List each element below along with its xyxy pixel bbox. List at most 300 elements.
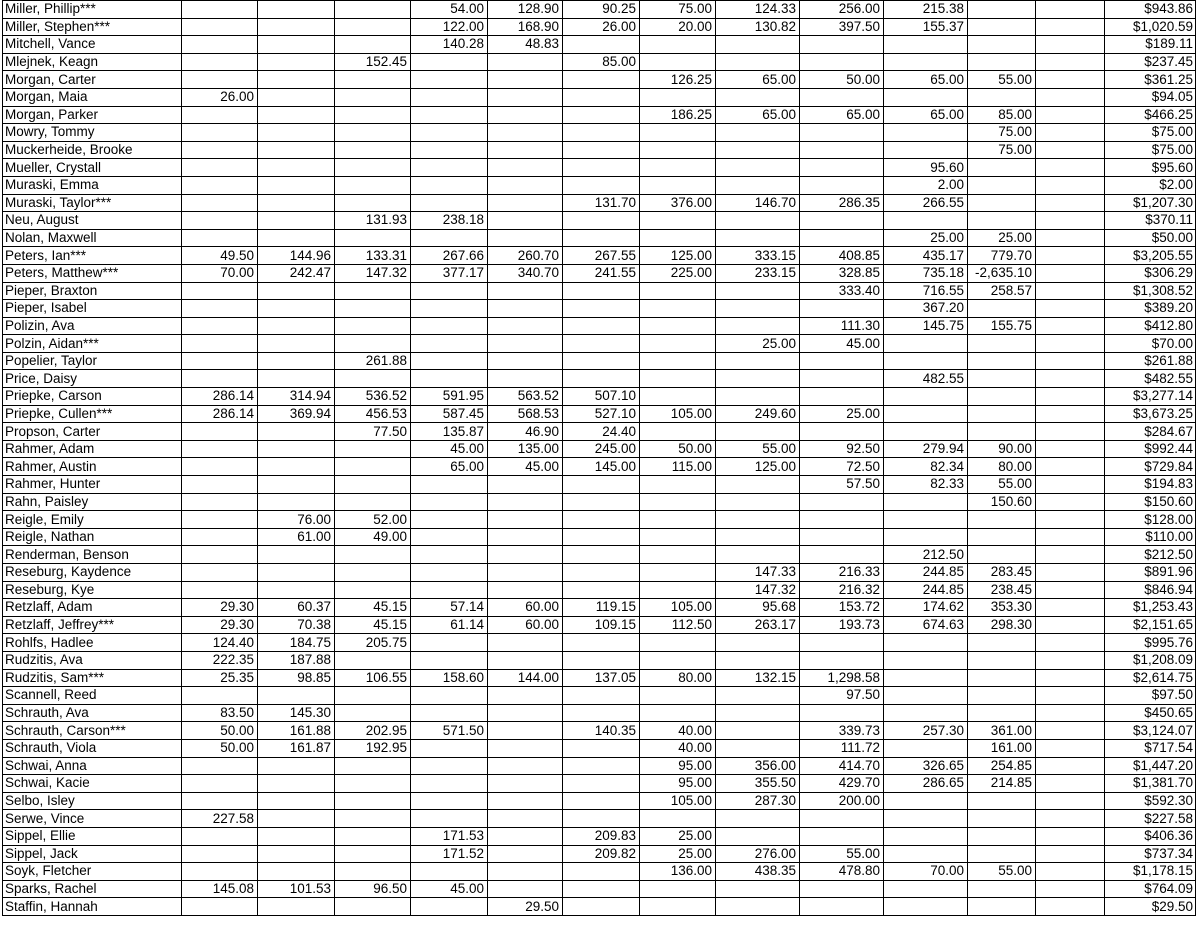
amount-cell (335, 335, 411, 353)
amount-cell (800, 53, 884, 71)
amount-cell: 216.33 (800, 564, 884, 582)
amount-cell (1036, 775, 1105, 793)
amount-cell: 95.68 (716, 599, 800, 617)
amount-cell (884, 423, 968, 441)
amount-cell: 101.53 (258, 880, 335, 898)
amount-cell (800, 124, 884, 142)
amount-cell: 353.30 (968, 599, 1036, 617)
amount-cell: 25.35 (182, 669, 258, 687)
amount-cell: 356.00 (716, 757, 800, 775)
amount-cell (258, 71, 335, 89)
amount-cell (411, 194, 488, 212)
amount-cell (640, 317, 716, 335)
amount-cell (716, 810, 800, 828)
amount-cell (640, 687, 716, 705)
amount-cell (563, 88, 640, 106)
student-name-cell: Priepke, Carson (3, 388, 182, 406)
amount-cell: 478.80 (800, 863, 884, 881)
amount-cell: 65.00 (716, 106, 800, 124)
amount-cell (488, 106, 563, 124)
student-name-cell: Selbo, Isley (3, 792, 182, 810)
table-row (3, 722, 1196, 740)
table-row (3, 423, 1196, 441)
amount-cell (258, 229, 335, 247)
total-cell: $3,277.14 (1105, 388, 1196, 406)
amount-cell: 95.00 (640, 757, 716, 775)
amount-cell (335, 687, 411, 705)
amount-cell: 244.85 (884, 564, 968, 582)
amount-cell (800, 651, 884, 669)
amount-cell (563, 511, 640, 529)
amount-cell: 50.00 (640, 440, 716, 458)
amount-cell (411, 124, 488, 142)
table-row (3, 141, 1196, 159)
amount-cell (1036, 827, 1105, 845)
amount-cell (335, 282, 411, 300)
amount-cell (968, 352, 1036, 370)
total-cell: $128.00 (1105, 511, 1196, 529)
amount-cell: 168.90 (488, 18, 563, 36)
amount-cell (640, 36, 716, 54)
amount-cell: 256.00 (800, 1, 884, 19)
amount-cell (182, 18, 258, 36)
amount-cell (182, 176, 258, 194)
amount-cell: 527.10 (563, 405, 640, 423)
amount-cell: 24.40 (563, 423, 640, 441)
amount-cell: 60.37 (258, 599, 335, 617)
student-name-cell: Retzlaff, Jeffrey*** (3, 616, 182, 634)
student-name-cell: Rohlfs, Hadlee (3, 634, 182, 652)
table-row (3, 616, 1196, 634)
amount-cell (1036, 229, 1105, 247)
amount-cell: 122.00 (411, 18, 488, 36)
amount-cell (1036, 88, 1105, 106)
student-name-cell: Schrauth, Ava (3, 704, 182, 722)
amount-cell (563, 775, 640, 793)
amount-cell (884, 827, 968, 845)
amount-cell: 105.00 (640, 599, 716, 617)
amount-cell (488, 194, 563, 212)
amount-cell (800, 423, 884, 441)
amount-cell: 55.00 (968, 476, 1036, 494)
amount-cell: 92.50 (800, 440, 884, 458)
amount-cell (335, 106, 411, 124)
total-cell: $846.94 (1105, 581, 1196, 599)
amount-cell: 146.70 (716, 194, 800, 212)
total-cell: $992.44 (1105, 440, 1196, 458)
amount-cell (488, 880, 563, 898)
amount-cell: 98.85 (258, 669, 335, 687)
amount-cell (488, 282, 563, 300)
table-row (3, 458, 1196, 476)
amount-cell (488, 88, 563, 106)
student-name-cell: Staffin, Hannah (3, 898, 182, 916)
amount-cell (182, 335, 258, 353)
amount-cell: 1,298.58 (800, 669, 884, 687)
amount-cell (1036, 388, 1105, 406)
amount-cell (182, 141, 258, 159)
amount-cell (488, 739, 563, 757)
amount-cell: 145.30 (258, 704, 335, 722)
amount-cell (968, 176, 1036, 194)
amount-cell: 50.00 (800, 71, 884, 89)
amount-cell (716, 53, 800, 71)
amount-cell: 192.95 (335, 739, 411, 757)
amount-cell (488, 722, 563, 740)
amount-cell: 55.00 (716, 440, 800, 458)
amount-cell (1036, 370, 1105, 388)
amount-cell (182, 124, 258, 142)
amount-cell (335, 546, 411, 564)
amount-cell: 155.75 (968, 317, 1036, 335)
amount-cell (640, 528, 716, 546)
amount-cell: 568.53 (488, 405, 563, 423)
amount-cell (182, 757, 258, 775)
amount-cell (640, 423, 716, 441)
student-name-cell: Muckerheide, Brooke (3, 141, 182, 159)
amount-cell: 249.60 (716, 405, 800, 423)
amount-cell (640, 300, 716, 318)
amount-cell: 161.00 (968, 739, 1036, 757)
amount-cell: 29.50 (488, 898, 563, 916)
table-row (3, 212, 1196, 230)
amount-cell: 45.00 (800, 335, 884, 353)
amount-cell (335, 124, 411, 142)
amount-cell (488, 792, 563, 810)
amount-cell (411, 229, 488, 247)
amount-cell (182, 212, 258, 230)
student-name-cell: Schrauth, Viola (3, 739, 182, 757)
amount-cell (968, 687, 1036, 705)
amount-cell: 267.66 (411, 247, 488, 265)
amount-cell (563, 687, 640, 705)
total-cell: $1,207.30 (1105, 194, 1196, 212)
amount-cell: 140.28 (411, 36, 488, 54)
amount-cell: 60.00 (488, 616, 563, 634)
amount-cell: 187.88 (258, 651, 335, 669)
amount-cell (800, 898, 884, 916)
amount-cell: 50.00 (182, 739, 258, 757)
amount-cell (563, 493, 640, 511)
amount-cell (968, 388, 1036, 406)
amount-cell (1036, 423, 1105, 441)
student-name-cell: Popelier, Taylor (3, 352, 182, 370)
amount-cell: 145.75 (884, 317, 968, 335)
amount-cell (1036, 669, 1105, 687)
amount-cell (800, 388, 884, 406)
table-row (3, 827, 1196, 845)
amount-cell (563, 581, 640, 599)
amount-cell (411, 71, 488, 89)
amount-cell (335, 863, 411, 881)
amount-cell (411, 739, 488, 757)
amount-cell (968, 528, 1036, 546)
amount-cell (411, 300, 488, 318)
amount-cell: 238.18 (411, 212, 488, 230)
table-row (3, 18, 1196, 36)
amount-cell: 563.52 (488, 388, 563, 406)
amount-cell (411, 687, 488, 705)
amount-cell (411, 159, 488, 177)
amount-cell: 587.45 (411, 405, 488, 423)
amount-cell (640, 212, 716, 230)
amount-cell (335, 458, 411, 476)
amount-cell (488, 651, 563, 669)
amount-cell (884, 141, 968, 159)
table-row (3, 264, 1196, 282)
amount-cell (716, 511, 800, 529)
amount-cell (968, 827, 1036, 845)
amount-cell (488, 212, 563, 230)
amount-cell (258, 212, 335, 230)
amount-cell: 286.35 (800, 194, 884, 212)
amount-cell (411, 370, 488, 388)
amount-cell: 95.00 (640, 775, 716, 793)
amount-cell (335, 1, 411, 19)
total-cell: $3,124.07 (1105, 722, 1196, 740)
amount-cell (968, 423, 1036, 441)
amount-cell (640, 651, 716, 669)
amount-cell: 333.40 (800, 282, 884, 300)
total-cell: $227.58 (1105, 810, 1196, 828)
amount-cell (182, 317, 258, 335)
amount-cell (258, 352, 335, 370)
amount-cell (411, 898, 488, 916)
student-name-cell: Pieper, Braxton (3, 282, 182, 300)
table-row (3, 405, 1196, 423)
amount-cell: 225.00 (640, 264, 716, 282)
amount-cell (1036, 247, 1105, 265)
table-body (3, 1, 1196, 916)
amount-cell (258, 317, 335, 335)
amount-cell: 90.25 (563, 1, 640, 19)
amount-cell (563, 792, 640, 810)
amount-cell (258, 124, 335, 142)
amount-cell (884, 845, 968, 863)
amount-cell: 25.00 (640, 845, 716, 863)
amount-cell (968, 212, 1036, 230)
amount-cell (563, 159, 640, 177)
student-name-cell: Serwe, Vince (3, 810, 182, 828)
student-name-cell: Reseburg, Kaydence (3, 564, 182, 582)
amount-cell (800, 704, 884, 722)
amount-cell (1036, 212, 1105, 230)
student-name-cell: Sparks, Rachel (3, 880, 182, 898)
amount-cell: 286.65 (884, 775, 968, 793)
amount-cell (884, 669, 968, 687)
amount-cell: 97.50 (800, 687, 884, 705)
total-cell: $97.50 (1105, 687, 1196, 705)
amount-cell: 130.82 (716, 18, 800, 36)
amount-cell: 147.32 (716, 581, 800, 599)
amount-cell (335, 757, 411, 775)
total-cell: $2.00 (1105, 176, 1196, 194)
amount-cell (411, 317, 488, 335)
amount-cell (411, 511, 488, 529)
student-name-cell: Scannell, Reed (3, 687, 182, 705)
total-cell: $110.00 (1105, 528, 1196, 546)
amount-cell (968, 880, 1036, 898)
amount-cell (968, 704, 1036, 722)
amount-cell: 54.00 (411, 1, 488, 19)
student-name-cell: Mitchell, Vance (3, 36, 182, 54)
amount-cell (716, 317, 800, 335)
student-name-cell: Polzin, Aidan*** (3, 335, 182, 353)
amount-cell (258, 423, 335, 441)
amount-cell (640, 546, 716, 564)
student-name-cell: Rahn, Paisley (3, 493, 182, 511)
amount-cell (640, 229, 716, 247)
amount-cell (563, 176, 640, 194)
amount-cell: 48.83 (488, 36, 563, 54)
amount-cell (182, 827, 258, 845)
student-name-cell: Morgan, Maia (3, 88, 182, 106)
amount-cell: 435.17 (884, 247, 968, 265)
table-row (3, 863, 1196, 881)
amount-cell (258, 18, 335, 36)
amount-cell: 57.50 (800, 476, 884, 494)
amount-cell: 111.30 (800, 317, 884, 335)
amount-cell (884, 36, 968, 54)
amount-cell: 144.96 (258, 247, 335, 265)
amount-cell (716, 493, 800, 511)
amount-cell: 85.00 (563, 53, 640, 71)
amount-cell (884, 493, 968, 511)
amount-cell (488, 775, 563, 793)
amount-cell (716, 88, 800, 106)
amount-cell (488, 581, 563, 599)
student-name-cell: Muraski, Emma (3, 176, 182, 194)
total-cell: $764.09 (1105, 880, 1196, 898)
amount-cell (563, 352, 640, 370)
student-name-cell: Polizin, Ava (3, 317, 182, 335)
amount-cell: 26.00 (182, 88, 258, 106)
amount-cell: 276.00 (716, 845, 800, 863)
amount-cell: 106.55 (335, 669, 411, 687)
amount-cell: 193.73 (800, 616, 884, 634)
amount-cell (800, 493, 884, 511)
total-cell: $261.88 (1105, 352, 1196, 370)
amount-cell (716, 159, 800, 177)
amount-cell (640, 493, 716, 511)
amount-cell: 438.35 (716, 863, 800, 881)
amount-cell (258, 827, 335, 845)
student-name-cell: Morgan, Parker (3, 106, 182, 124)
amount-cell (258, 300, 335, 318)
amount-cell: 75.00 (968, 124, 1036, 142)
amount-cell (258, 141, 335, 159)
student-name-cell: Pieper, Isabel (3, 300, 182, 318)
amount-cell (884, 528, 968, 546)
amount-cell (968, 669, 1036, 687)
total-cell: $891.96 (1105, 564, 1196, 582)
total-cell: $1,381.70 (1105, 775, 1196, 793)
amount-cell: 65.00 (800, 106, 884, 124)
amount-cell (563, 739, 640, 757)
amount-cell: 184.75 (258, 634, 335, 652)
amount-cell: 128.90 (488, 1, 563, 19)
amount-cell: 25.00 (716, 335, 800, 353)
amount-cell (968, 898, 1036, 916)
amount-cell (335, 827, 411, 845)
amount-cell: 333.15 (716, 247, 800, 265)
amount-cell: 340.70 (488, 264, 563, 282)
amount-cell (968, 634, 1036, 652)
amount-cell: 186.25 (640, 106, 716, 124)
amount-cell (258, 775, 335, 793)
amount-cell (1036, 282, 1105, 300)
amount-cell: 131.70 (563, 194, 640, 212)
amount-cell: 45.00 (411, 440, 488, 458)
amount-cell: 50.00 (182, 722, 258, 740)
amount-cell (411, 141, 488, 159)
amount-cell (563, 898, 640, 916)
amount-cell (258, 757, 335, 775)
amount-cell (884, 88, 968, 106)
amount-cell (1036, 335, 1105, 353)
amount-cell (968, 300, 1036, 318)
amount-cell (411, 810, 488, 828)
amount-cell (716, 388, 800, 406)
amount-cell: 367.20 (884, 300, 968, 318)
amount-cell (182, 528, 258, 546)
amount-cell (716, 651, 800, 669)
amount-cell (411, 476, 488, 494)
student-name-cell: Peters, Ian*** (3, 247, 182, 265)
amount-cell (968, 546, 1036, 564)
amount-cell (258, 810, 335, 828)
table-row (3, 370, 1196, 388)
amount-cell (182, 423, 258, 441)
amount-cell (968, 53, 1036, 71)
student-name-cell: Muraski, Taylor*** (3, 194, 182, 212)
amount-cell: 507.10 (563, 388, 640, 406)
amount-cell (800, 141, 884, 159)
table-row (3, 194, 1196, 212)
amount-cell (258, 440, 335, 458)
amount-cell (411, 528, 488, 546)
amount-cell: 29.30 (182, 599, 258, 617)
amount-cell (800, 88, 884, 106)
amount-cell (716, 476, 800, 494)
total-cell: $729.84 (1105, 458, 1196, 476)
amount-cell (488, 528, 563, 546)
amount-cell: 52.00 (335, 511, 411, 529)
amount-cell (884, 792, 968, 810)
amount-cell (1036, 264, 1105, 282)
amount-cell: 244.85 (884, 581, 968, 599)
amount-cell (1036, 898, 1105, 916)
amount-cell (716, 898, 800, 916)
amount-cell (258, 546, 335, 564)
amount-cell (335, 704, 411, 722)
amount-cell (182, 511, 258, 529)
total-cell: $94.05 (1105, 88, 1196, 106)
table-row (3, 581, 1196, 599)
amount-cell: 241.55 (563, 264, 640, 282)
amount-cell: 263.17 (716, 616, 800, 634)
amount-cell (182, 53, 258, 71)
amount-cell (258, 493, 335, 511)
amount-cell (716, 229, 800, 247)
total-cell: $150.60 (1105, 493, 1196, 511)
amount-cell: 61.00 (258, 528, 335, 546)
amount-cell (488, 71, 563, 89)
amount-cell (182, 493, 258, 511)
amount-cell: 287.30 (716, 792, 800, 810)
amount-cell: 397.50 (800, 18, 884, 36)
amount-cell (258, 898, 335, 916)
